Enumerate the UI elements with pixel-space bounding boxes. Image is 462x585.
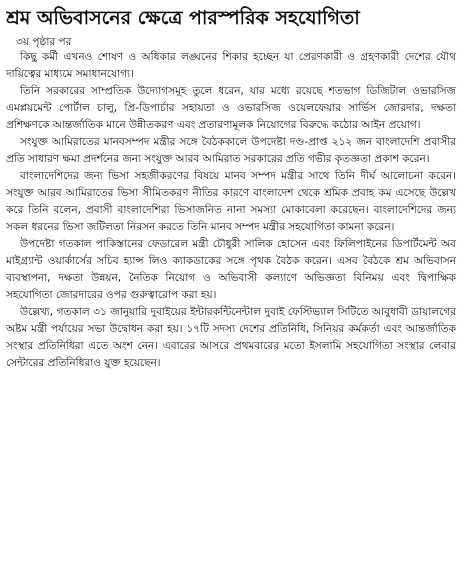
article-paragraph: উপদেষ্টা গতকাল পাকিস্তানের ফেডারেল মন্ত্রী চৌধুরী সালিক হোসেন এবং ফিলিপাইনের ডিপার্টমেন্ট অব মাইগ্র্যান্ট ওয়ার্কার্সের সচিব হ্যান্স লিও ক্যাকডাকের সঙ্গে পৃথক বৈঠক করেন। এসব বৈঠকে শ্রম অভিবাসন ব্যবস্থাপনা, দক্ষতা উন্নয়ন, নৈতিক নিয়োগ ও অভিবাসী কল্যাণে অভিজ্ঞতা বিনিময় এবং দ্বিপাক্ষিক সহযোগিতা জোরদারের ওপর গুরুত্বারোপ করা হয়। [6, 238, 456, 301]
article-paragraph: সংযুক্ত আমিরাতের মানবসম্পদ মন্ত্রীর সঙ্গে বৈঠককালে উপদেষ্টা দণ্ড-প্রাপ্ত ২১২ জন বাংলাদেশি প্রবাসীর প্রতি সাধারণ ক্ষমা প্রদর্শনের জন্য সংযুক্ত আরব আমিরাত সরকারের প্রতি গভীর কৃতজ্ঞতা প্রকাশ করেন। [6, 136, 456, 165]
article-paragraph: কিছু কর্মী এখনও শোষণ ও অধিকার লঙ্ঘনের শিকার হচ্ছেন যা প্রেরণকারী ও গ্রহণকারী দেশের যৌথ দায়িত্বের মাধ্যমে সমাধানযোগ্য। [6, 51, 456, 80]
article-headline: শ্রম অভিবাসনের ক্ষেত্রে পারস্পরিক সহযোগিতা [6, 7, 360, 29]
article-paragraph: তিনি সরকারের সাম্প্রতিক উদ্যোগসমূহ তুলে ধরেন, যার মধ্যে রয়েছে শতভাগ ডিজিটাল ওভারসিজ এমপ্লয়মেন্ট পোর্টাল চালু, প্রি-ডিপার্চার সহায়তা ও ওভারসিজ ওয়েলফেয়ার সার্ভিস জোরদার, দক্ষতা প্রশিক্ষণকে আন্তর্জাতিক মানে উন্নীতকরণ এবং প্রতারণামূলক নিয়োগের বিরুদ্ধে কঠোর আইন প্রয়োগ। [6, 85, 456, 131]
continuation-note: ৩য় পৃষ্ঠার পর [16, 36, 72, 48]
article-body [6, 49, 456, 372]
article-paragraph: বাংলাদেশিদের জন্য ভিসা সহজীকরণের বিষয়ে মানব সম্পদ মন্ত্রীর সাথে তিনি দীর্ঘ আলোচনা করেন। সংযুক্ত আরব আমিরাতের ভিসা সীমিতকরণ নীতির কারণে বাংলাদেশ থেকে শ্রমিক প্রবাহ কম এসেছে উল্লেখ করে তিনি বলেন, প্রবাসী বাংলাদেশিরা ভিসাজনিত নানা সমস্যা মোকাবেলা করেছেন। বাংলাদেশিদের জন্য সকল ধরনের ভিসা জটিলতা নিরসন করতে তিনি মানব সম্পদ মন্ত্রীর সহযোগিতা কামনা করেন। [6, 170, 456, 233]
article-paragraph: উল্লেখ্য, গতকাল ৩১ জানুয়ারি দুবাইয়ের ইন্টারকন্টিনেন্টাল দুবাই ফেস্টিভ্যাল সিটিতে আবুধাবী ডায়ালগের অষ্টম মন্ত্রী পর্যায়ের সভা উদ্বোধন করা হয়। ১৭টি সদস্য দেশের প্রতিনিধি, সিনিয়র কর্মকর্তা এবং আন্তর্জাতিক সংস্থার প্রতিনিধিরা এতে অংশ নেন। এবারের আসরে প্রথমবারের মতো ইসলামি সহযোগিতা সংস্থার লেবার সেন্টারের প্রতিনিধিরাও যুক্ত হয়েছেন। [6, 306, 456, 369]
